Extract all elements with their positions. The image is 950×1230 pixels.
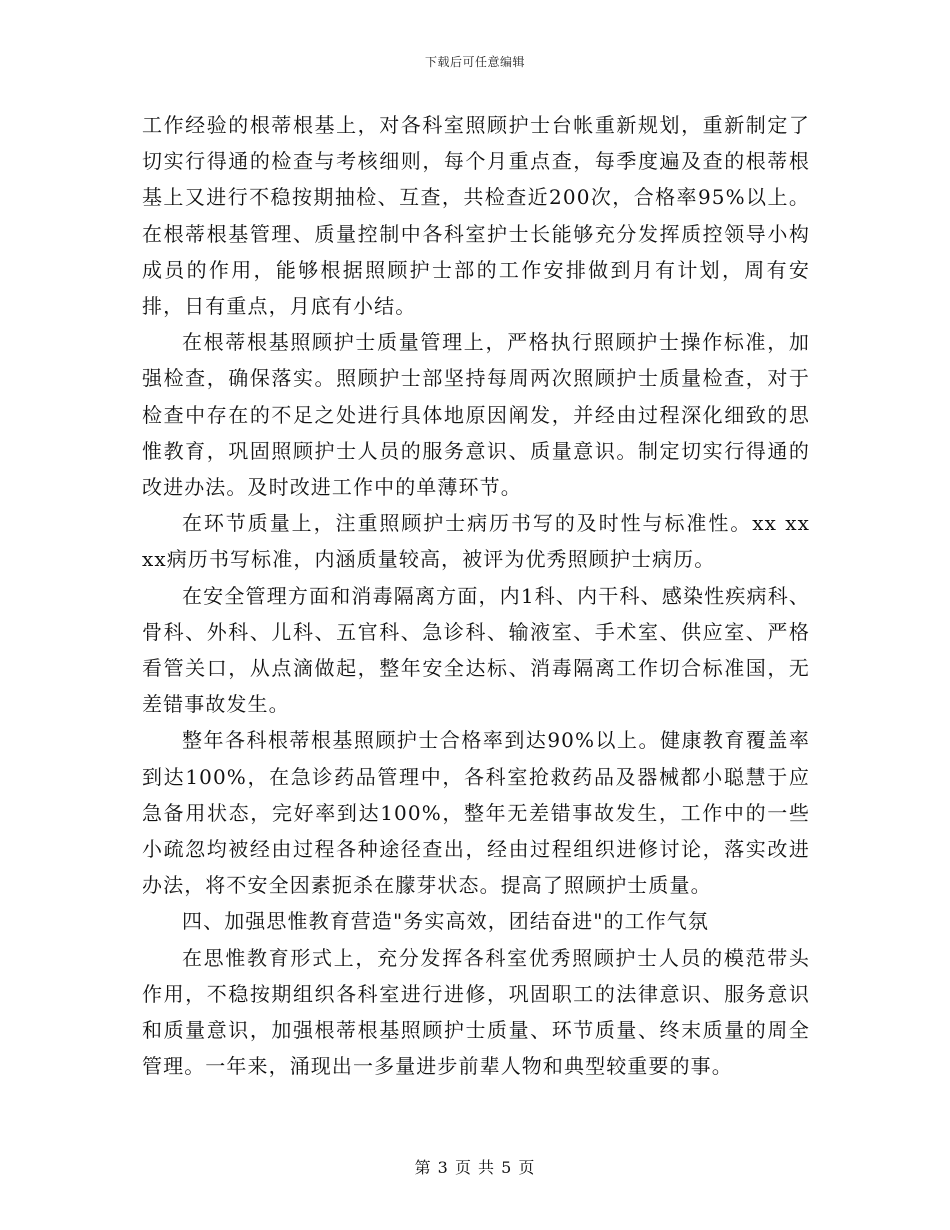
paragraph-2: 在根蒂根基照顾护士质量管理上，严格执行照顾护士操作标准，加强检查，确保落实。照顾护士部坚持每周两次照顾护士质量检查，对于检查中存在的不足之处进行具体地原因阐发，并经由过程深化细致的思惟教育，巩固照顾护士人员的服务意识、质量意识。制定切实行得通的改进办法。及时改进工作中的单薄环节。 bbox=[142, 330, 810, 500]
paragraph-4: 在安全管理方面和消毒隔离方面，内1科、内干科、感染性疾病科、骨科、外科、儿科、五官科、急诊科、输液室、手术室、供应室、严格看管关口，从点滴做起，整年安全达标、消毒隔离工作切合标准国，无差错事故发生。 bbox=[142, 583, 810, 717]
paragraph-6: 在思惟教育形式上，充分发挥各科室优秀照顾护士人员的模范带头作用，不稳按期组织各科室进行进修，巩固职工的法律意识、服务意识和质量意识，加强根蒂根基照顾护士质量、环节质量、终末质量的周全管理。一年来，涌现出一多量进步前辈人物和典型较重要的事。 bbox=[142, 945, 810, 1079]
document-body bbox=[142, 107, 810, 1084]
section-heading: 四、加强思惟教育营造"务实高效，团结奋进"的工作气氛 bbox=[182, 909, 709, 934]
paragraph-5: 整年各科根蒂根基照顾护士合格率到达90%以上。健康教育覆盖率到达100%，在急诊药品管理中，各科室抢救药品及器械都小聪慧于应急备用状态，完好率到达100%，整年无差错事故发生，工作中的一些小疏忽均被经由过程各种途径查出，经由过程组织进修讨论，落实改进办法，将不安全因素扼杀在朦芽状态。提高了照顾护士质量。 bbox=[142, 728, 810, 898]
paragraph-1: 工作经验的根蒂根基上，对各科室照顾护士台帐重新规划，重新制定了切实行得通的检查与考核细则，每个月重点查，每季度遍及查的根蒂根基上又进行不稳按期抽检、互查，共检查近200次，合格率95%以上。在根蒂根基管理、质量控制中各科室护士长能够充分发挥质控领导小构成员的作用，能够根据照顾护士部的工作安排做到月有计划，周有安排，日有重点，月底有小结。 bbox=[142, 113, 810, 319]
page-header: 下载后可任意编辑 bbox=[424, 55, 525, 69]
page-number-footer: 第 3 页 共 5 页 bbox=[414, 1158, 536, 1177]
paragraph-3: 在环节质量上，注重照顾护士病历书写的及时性与标准性。xx xx xx病历书写标准，内涵质量较高，被评为优秀照顾护士病历。 bbox=[142, 511, 810, 572]
